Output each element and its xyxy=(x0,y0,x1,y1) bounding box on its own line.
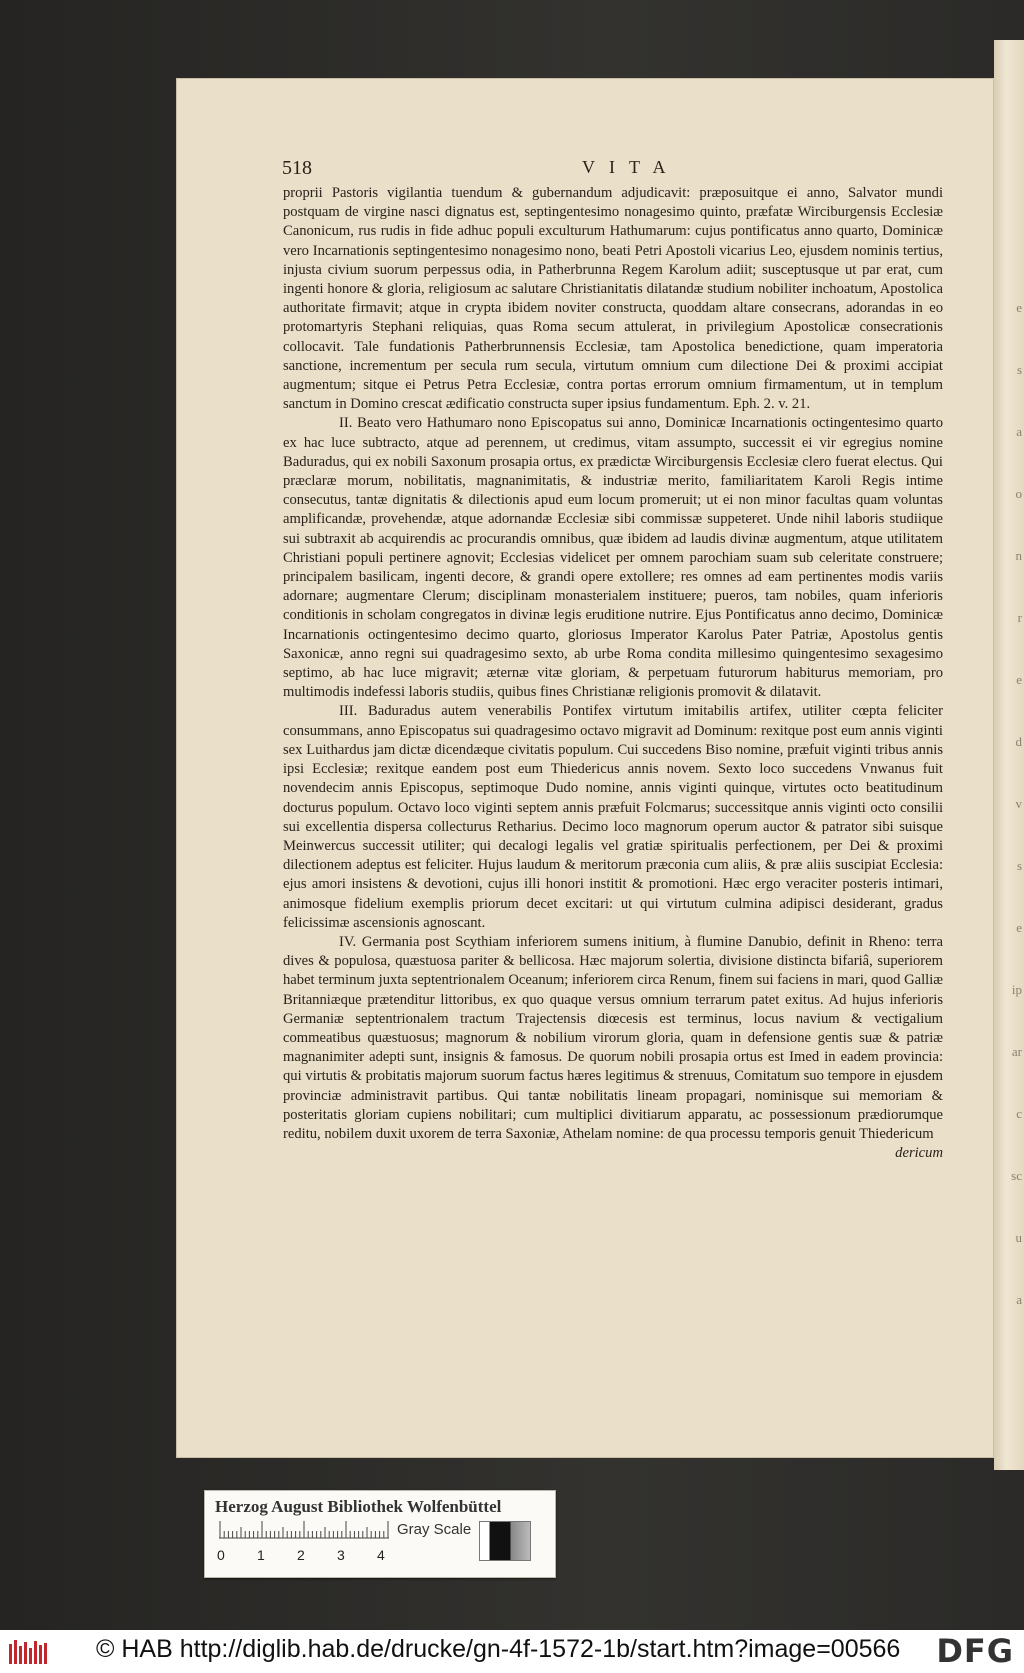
catchword: dericum xyxy=(895,1145,943,1162)
edge-mark: e xyxy=(1016,300,1022,315)
gray-scale-swatch xyxy=(479,1521,531,1561)
body-text xyxy=(283,184,943,1163)
footer-bar xyxy=(0,1630,1024,1673)
edge-mark: e xyxy=(1016,672,1022,687)
library-name: Herzog August Bibliothek Wolfenbüttel xyxy=(215,1497,502,1516)
edge-mark: a xyxy=(1016,1292,1022,1307)
scale-number: 2 xyxy=(297,1547,305,1563)
page-number: 518 xyxy=(282,157,312,179)
scale-numbers xyxy=(217,1547,397,1567)
paragraph-section-4: IV. Germania post Scythiam inferiorem sumens initium, à flumine Danubio, definit in Rheno: terra dives & populosa, quæstuosa pariter & bellicosa. Hæc majorum solertia, divisione distincta bifariâ, superiorem habet terminum juxta septentrionalem Oceanum; inferiorem circa Renum, finem sui faciens in mari, quod Galliæ Britanniæque prætenditur littoribus, ex quo quaque versus omnium terrarum patet exitus. Ad hujus inferioris Germaniæ septentrionalem tractum Trajectensis diœcesis est terminus, locus navium & vectigalium commeatibus quæstuosus; magnorum & nobilium virorum gloria, quam in defensione gentis suæ & patriæ magnanimiter adepti sunt, insignis & famosus. De quorum nobili prosapia ortus est Imed in eadem provincia: qui virtutis & probitatis majorum suorum factus hæres legitimus & strenuus, Comitatum suo tempore in ejusdem provinciæ administravit partibus. Qui tantæ nobilitatis lineam propagari, nominisque sui memoriam & posteritatis gloriam cupiens nobilitari; cum multiplici divitiarum apparatu, ac possessionum prædiorumque reditu, nobilem duxit uxorem de terra Saxoniæ, Athelam nomine: de qua processu temporis genuit Thiedericum xyxy=(283,933,943,1142)
edge-mark: c xyxy=(1016,1106,1022,1121)
scale-number: 0 xyxy=(217,1547,225,1563)
running-head: VITA xyxy=(582,157,680,177)
scale-number: 4 xyxy=(377,1547,385,1563)
edge-mark: r xyxy=(1017,610,1022,625)
next-page-edge xyxy=(994,40,1024,1470)
paragraph-section-3: III. Baduradus autem venerabilis Pontifex virtutum imitabilis artifex, utiliter cœpta feliciter consummans, anno Episcopatus sui quadragesimo octavo migravit ad Dominum: rexitque post eum annis viginti sex Luithardus jam dictæ dicendæque civitatis populum. Cui succedens Biso nomine, præfuit viginti tribus annis ipsi Ecclesiæ; rexitque eandem post eum Thiedericus annis novem. Sexto loco succedens Vnwanus fuit novendecim annis Episcopus, septimoque Dudo nomine, annis viginti quinque, virtutes octo beatitudinum docturus populum. Octavo loco viginti septem annis præfuit Folcmarus; successitque annis viginti octo consilii sui excellentia dispersa collecturus Retharius. Decimo loco magnorum operum auctor & patrator sibi suisque Meinwercus successit utiliter; qui decalogi legalis vel gratiæ spiritualis perfectionem, per Dei & proximi dilectionem adeptus est feliciter. Hujus laudum & meritorum præconia cum aliis, & præ aliis suscipiat Ecclesia: ejus amori insistens & devotioni, cujus illi honori institit & promotioni. Hæc ergo veraciter posteris intimari, animosque fidelium exemplis priorum decet excitari: ut qui virtutum culmina adipisci desiderant, gradus felicissimæ ascensionis agnoscant. xyxy=(283,703,943,931)
edge-mark: o xyxy=(1015,486,1022,501)
edge-mark: a xyxy=(1016,424,1022,439)
paragraph-continuation: proprii Pastoris vigilantia tuendum & gubernandum adjudicavit: præposuitque ei anno, Salvator mundi postquam de virgine nasci dignatus est, septingentesimo nonagesimo quinto, præfatæ Wirciburgensis Ecclesiæ Canonicum, rus rudis in fide adhuc populi exculturum Hathumarum: cujus pontificatus anno quarto, Dominicæ vero Incarnationis septingentesimo nonagesimo nono, beati Petri Apostoli vicarius Leo, ejusdem nominis tertius, injusta civium suorum perpessus odia, in Patherbrunna Regem Karolum adiit; susceptusque ut par erat, cum ingenti honore & gloria, religiosum ac salutare Christianitatis dilatandæ studium nobiliter inchoatum, Apostolica authoritate firmavit; atque in crypta ibidem noviter constructa, quoddam altare consecrans, adorandas in eo protomartyris Stephani reliquias, quas Roma secum attulerat, in privilegium Apostolicæ consecrationis collocavit. Tale fundationis Patherbrunnensis Ecclesiæ, tam Apostolica benedictione, quam imperatoria sanctione, incrementum per secula rum secula, virtutum omnium cum dilectione Dei & proximi accipiat augmentum; sitque ei Petrus Petra Ecclesiæ, contra portas errorum omnium firmamentum, ut in templum sanctum in Domino crescat ædificatio constructa super ipsius fundamentum. Eph. 2. v. 21. xyxy=(283,185,943,413)
dfg-logo: DFG xyxy=(936,1632,1014,1670)
source-url: © HAB http://diglib.hab.de/drucke/gn-4f-1572-1b/start.htm?image=00566 xyxy=(96,1635,901,1663)
paragraph-section-2: II. Beato vero Hathumaro nono Episcopatus sui anno, Dominicæ Incarnationis octingentesimo quarto ex hac luce subtracto, atque ad perennem, ut credimus, vitam assumpto, successit ei vir egregius nomine Baduradus, qui ex nobili Saxonum prosapia ortus, ex prædictæ Wirciburgensis Ecclesiæ clero fuerat electus. Qui præclaræ morum, nobilitatis, magnanimitatis, & industriæ merito, familiaritatem Karoli Regis intime consecutus, tantæ dignitatis & dilectionis apud eum locum promeruit; ut ei non minor facultas quam voluntas amplificandæ, provehendæ, atque adornandæ Ecclesiæ sibi commissæ suppeteret. Unde nihil laboris studiique sui subtraxit ab acquirendis ac procurandis omnibus, quæ ibidem ad laudis divinæ augmentum, atque utilitatem Christiani populi pertinere agnovit; Ecclesias videlicet per omnem parochiam suam sub celeritate construere; principalem basilicam, ingenti decore, & grandi opere extollere; res omnes ad eam pertinentes modis variis adornare; augmentare Clerum; disciplinam monasterialem instituere; pueros, tam nobiles, quam inferioris conditionis in scholam congregatos in divinæ legis eruditione nutrire. Ejus Pontificatus anno decimo, Dominicæ Incarnationis octingentesimo decimo quarto, gloriosus Imperator Karolus Pater Patriæ, Apostolus gentis Saxonicæ, anno regni sui quadragesimo sexto, ab urbe Roma condita millesimo quingentesimo sexagesimo septimo, ab hac luce migravit; æternæ vitæ gloriam, & perpetuam futurorum habiturus memoriam, pro multimodis indefessi laboris studiis, quibus fines Christianæ religionis promovit & dilatavit. xyxy=(283,415,943,701)
edge-mark: d xyxy=(1015,734,1022,749)
scale-number: 3 xyxy=(337,1547,345,1563)
scale-number: 1 xyxy=(257,1547,265,1563)
edge-mark: v xyxy=(1015,796,1022,811)
edge-mark: n xyxy=(1015,548,1022,563)
edge-mark: sc xyxy=(1011,1168,1022,1183)
page-header xyxy=(282,157,942,181)
edge-mark: ip xyxy=(1011,982,1022,997)
library-scale-card xyxy=(204,1490,556,1578)
gray-scale-label: Gray Scale xyxy=(397,1521,472,1538)
edge-mark: s xyxy=(1016,362,1022,377)
edge-mark: e xyxy=(1016,920,1022,935)
hab-logo-icon xyxy=(8,1638,48,1666)
scale-ruler xyxy=(219,1521,389,1539)
edge-mark: ar xyxy=(1011,1044,1022,1059)
edge-mark: s xyxy=(1016,858,1022,873)
edge-mark: u xyxy=(1015,1230,1022,1245)
